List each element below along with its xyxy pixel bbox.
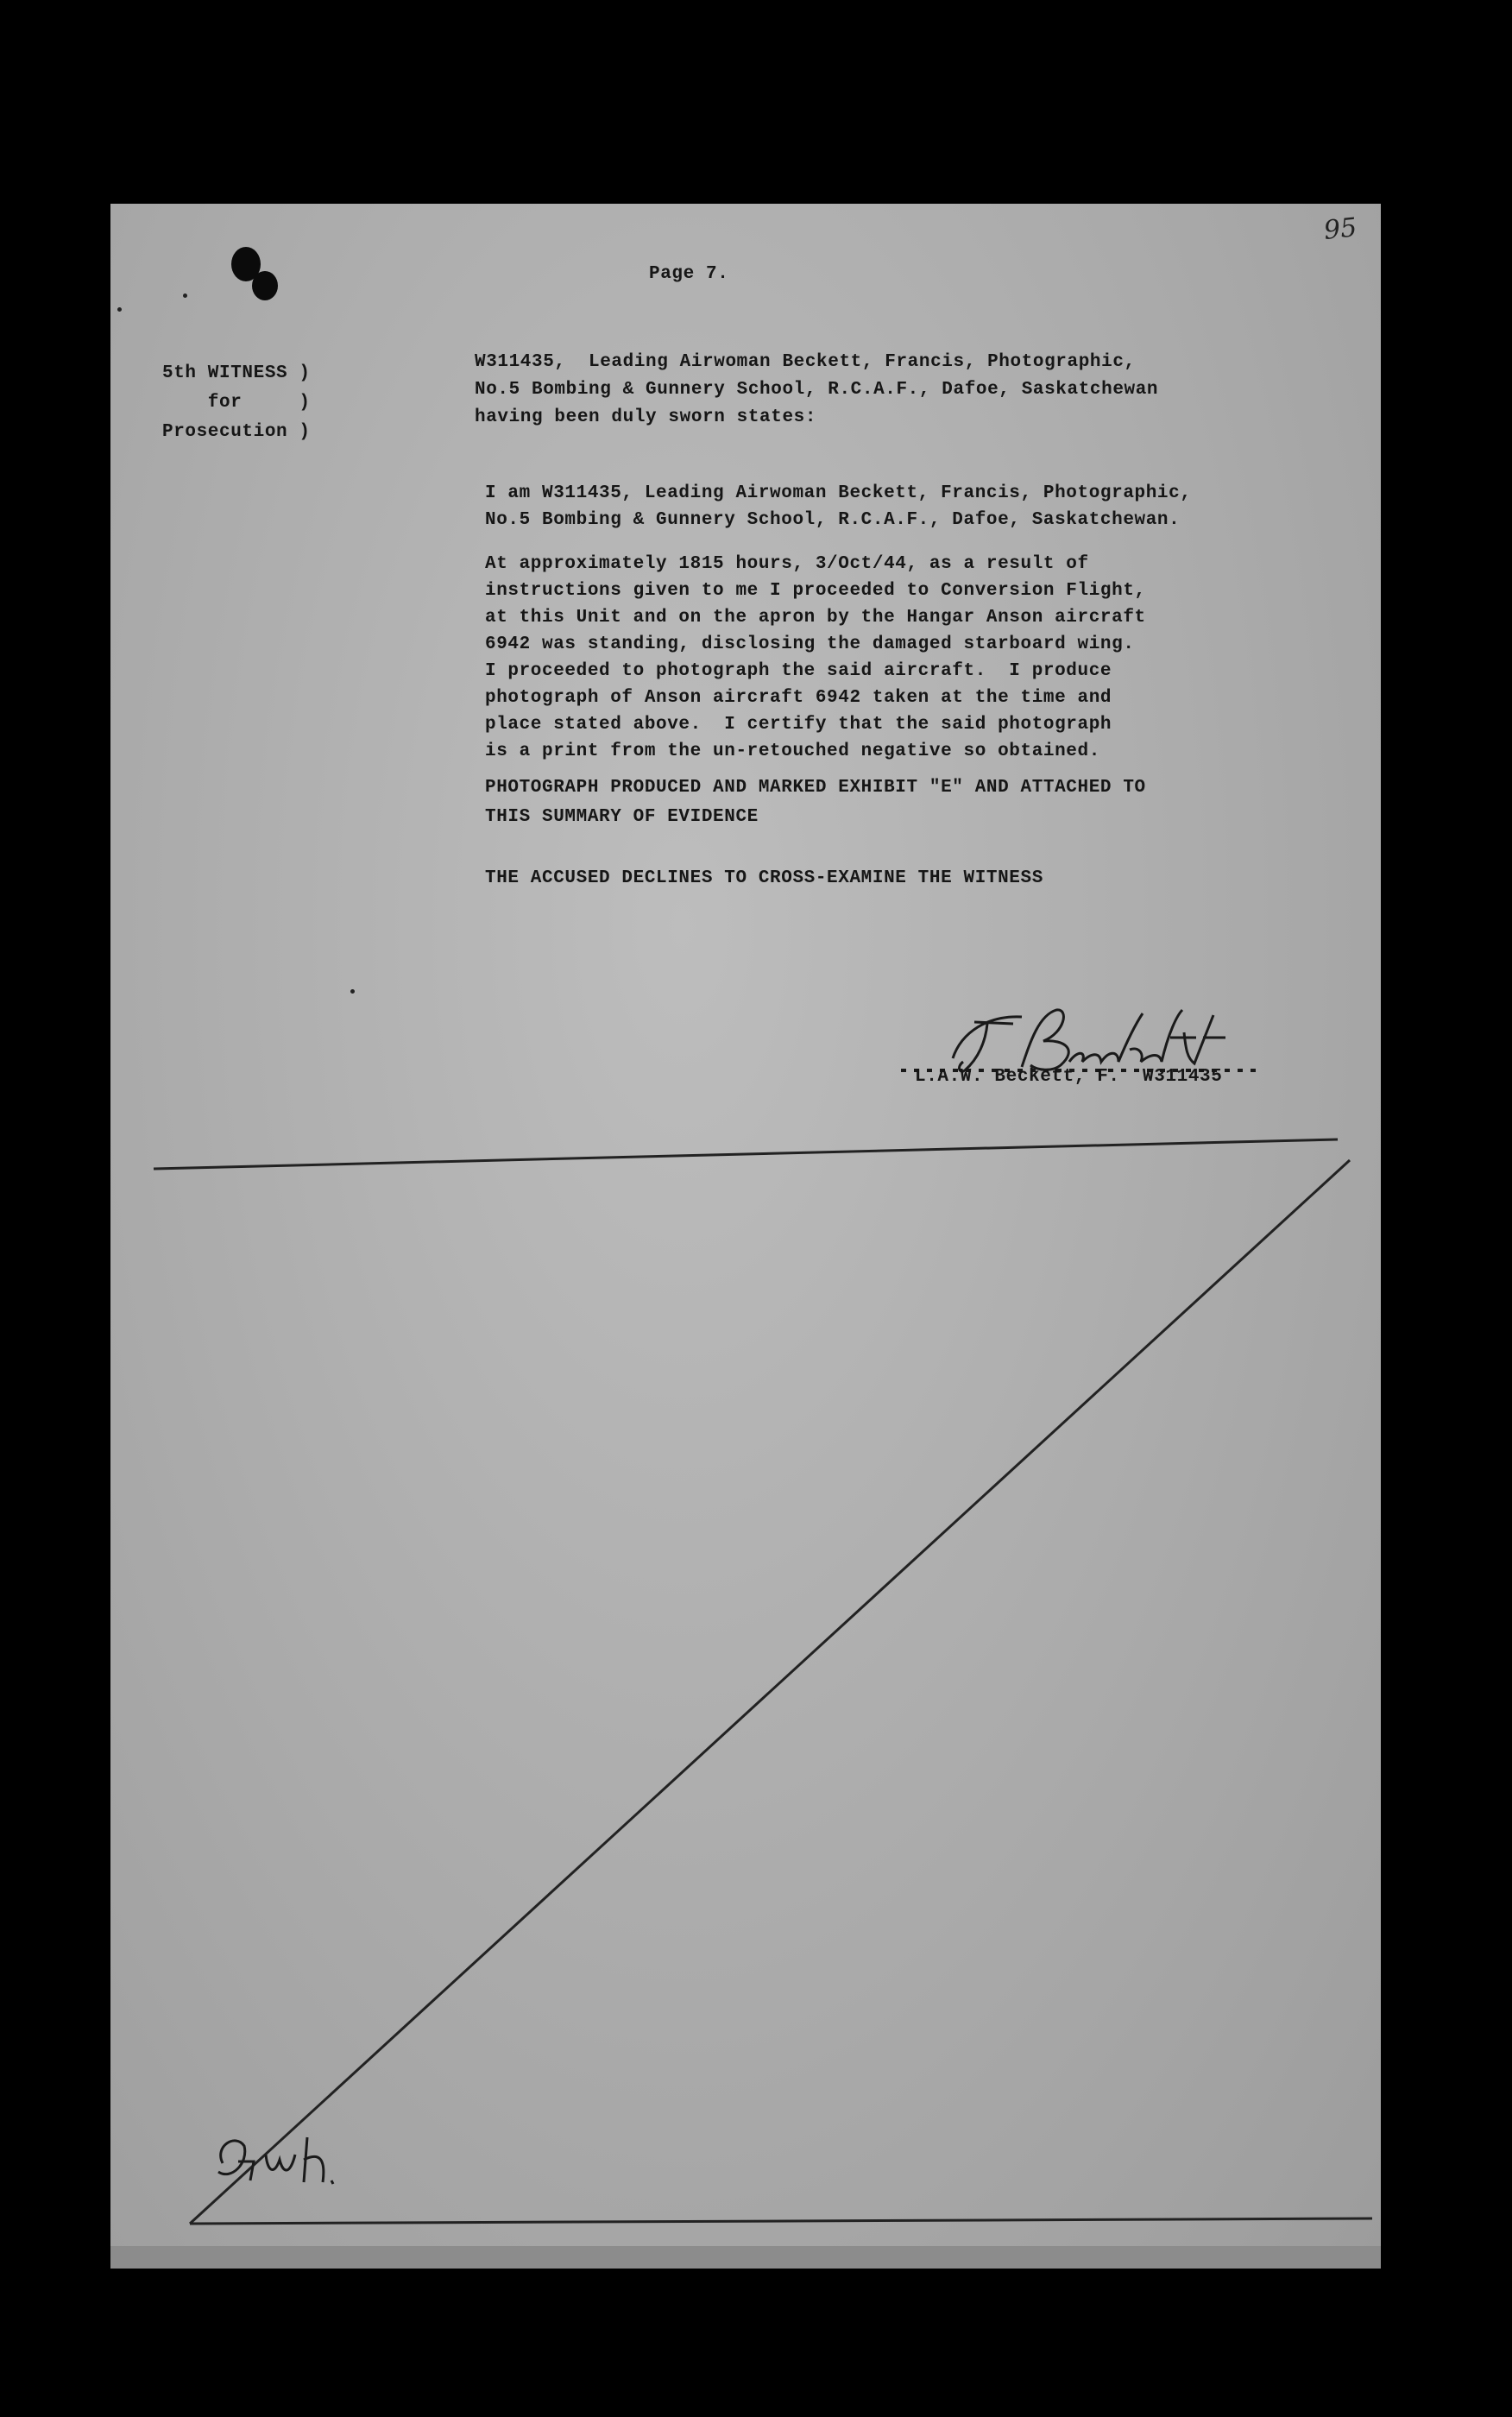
statement-paragraph: I am W311435, Leading Airwoman Beckett, Francis, Photographic, No.5 Bombing & Gunnery School, R.C.A.F., Dafoe, Saskatchewan. bbox=[485, 483, 1192, 530]
initials-image bbox=[188, 2111, 361, 2206]
witness-heading: W311435, Leading Airwoman Beckett, Francis, Photographic, No.5 Bombing & Gunnery School, R.C.A.F., Dafoe, Saskatchewan having been duly sworn states: bbox=[475, 352, 1159, 427]
witness-margin-label: 5th WITNESS ) for ) Prosecution ) bbox=[162, 363, 311, 442]
cross-examine-note: THE ACCUSED DECLINES TO CROSS-EXAMINE THE WITNESS bbox=[485, 868, 1043, 888]
exhibit-note: PHOTOGRAPH PRODUCED AND MARKED EXHIBIT "E" AND ATTACHED TO THIS SUMMARY OF EVIDENCE bbox=[485, 778, 1146, 827]
paper-bottom-edge bbox=[110, 2246, 1381, 2269]
speck bbox=[350, 989, 355, 994]
document-page bbox=[110, 204, 1381, 2269]
punch-hole bbox=[252, 271, 278, 300]
speck bbox=[183, 293, 187, 298]
statement-paragraph: At approximately 1815 hours, 3/Oct/44, as a result of instructions given to me I proceeded to Conversion Flight, at this Unit and on the apron by the Hangar Anson aircraft 6942 was standing, disclosing the damaged starboard wing. I proceeded to photograph the said aircraft. I produce photograph of Anson aircraft 6942 taken at the time and place stated above. I certify that the said photograph is a print from the un-retouched negative so obtained. bbox=[485, 554, 1146, 761]
speck bbox=[117, 307, 122, 312]
corner-page-number: 95 bbox=[1322, 212, 1358, 246]
signature-caption: L.A.W. Beckett, F. W311435 bbox=[915, 1067, 1223, 1087]
page-number: Page 7. bbox=[649, 264, 729, 284]
